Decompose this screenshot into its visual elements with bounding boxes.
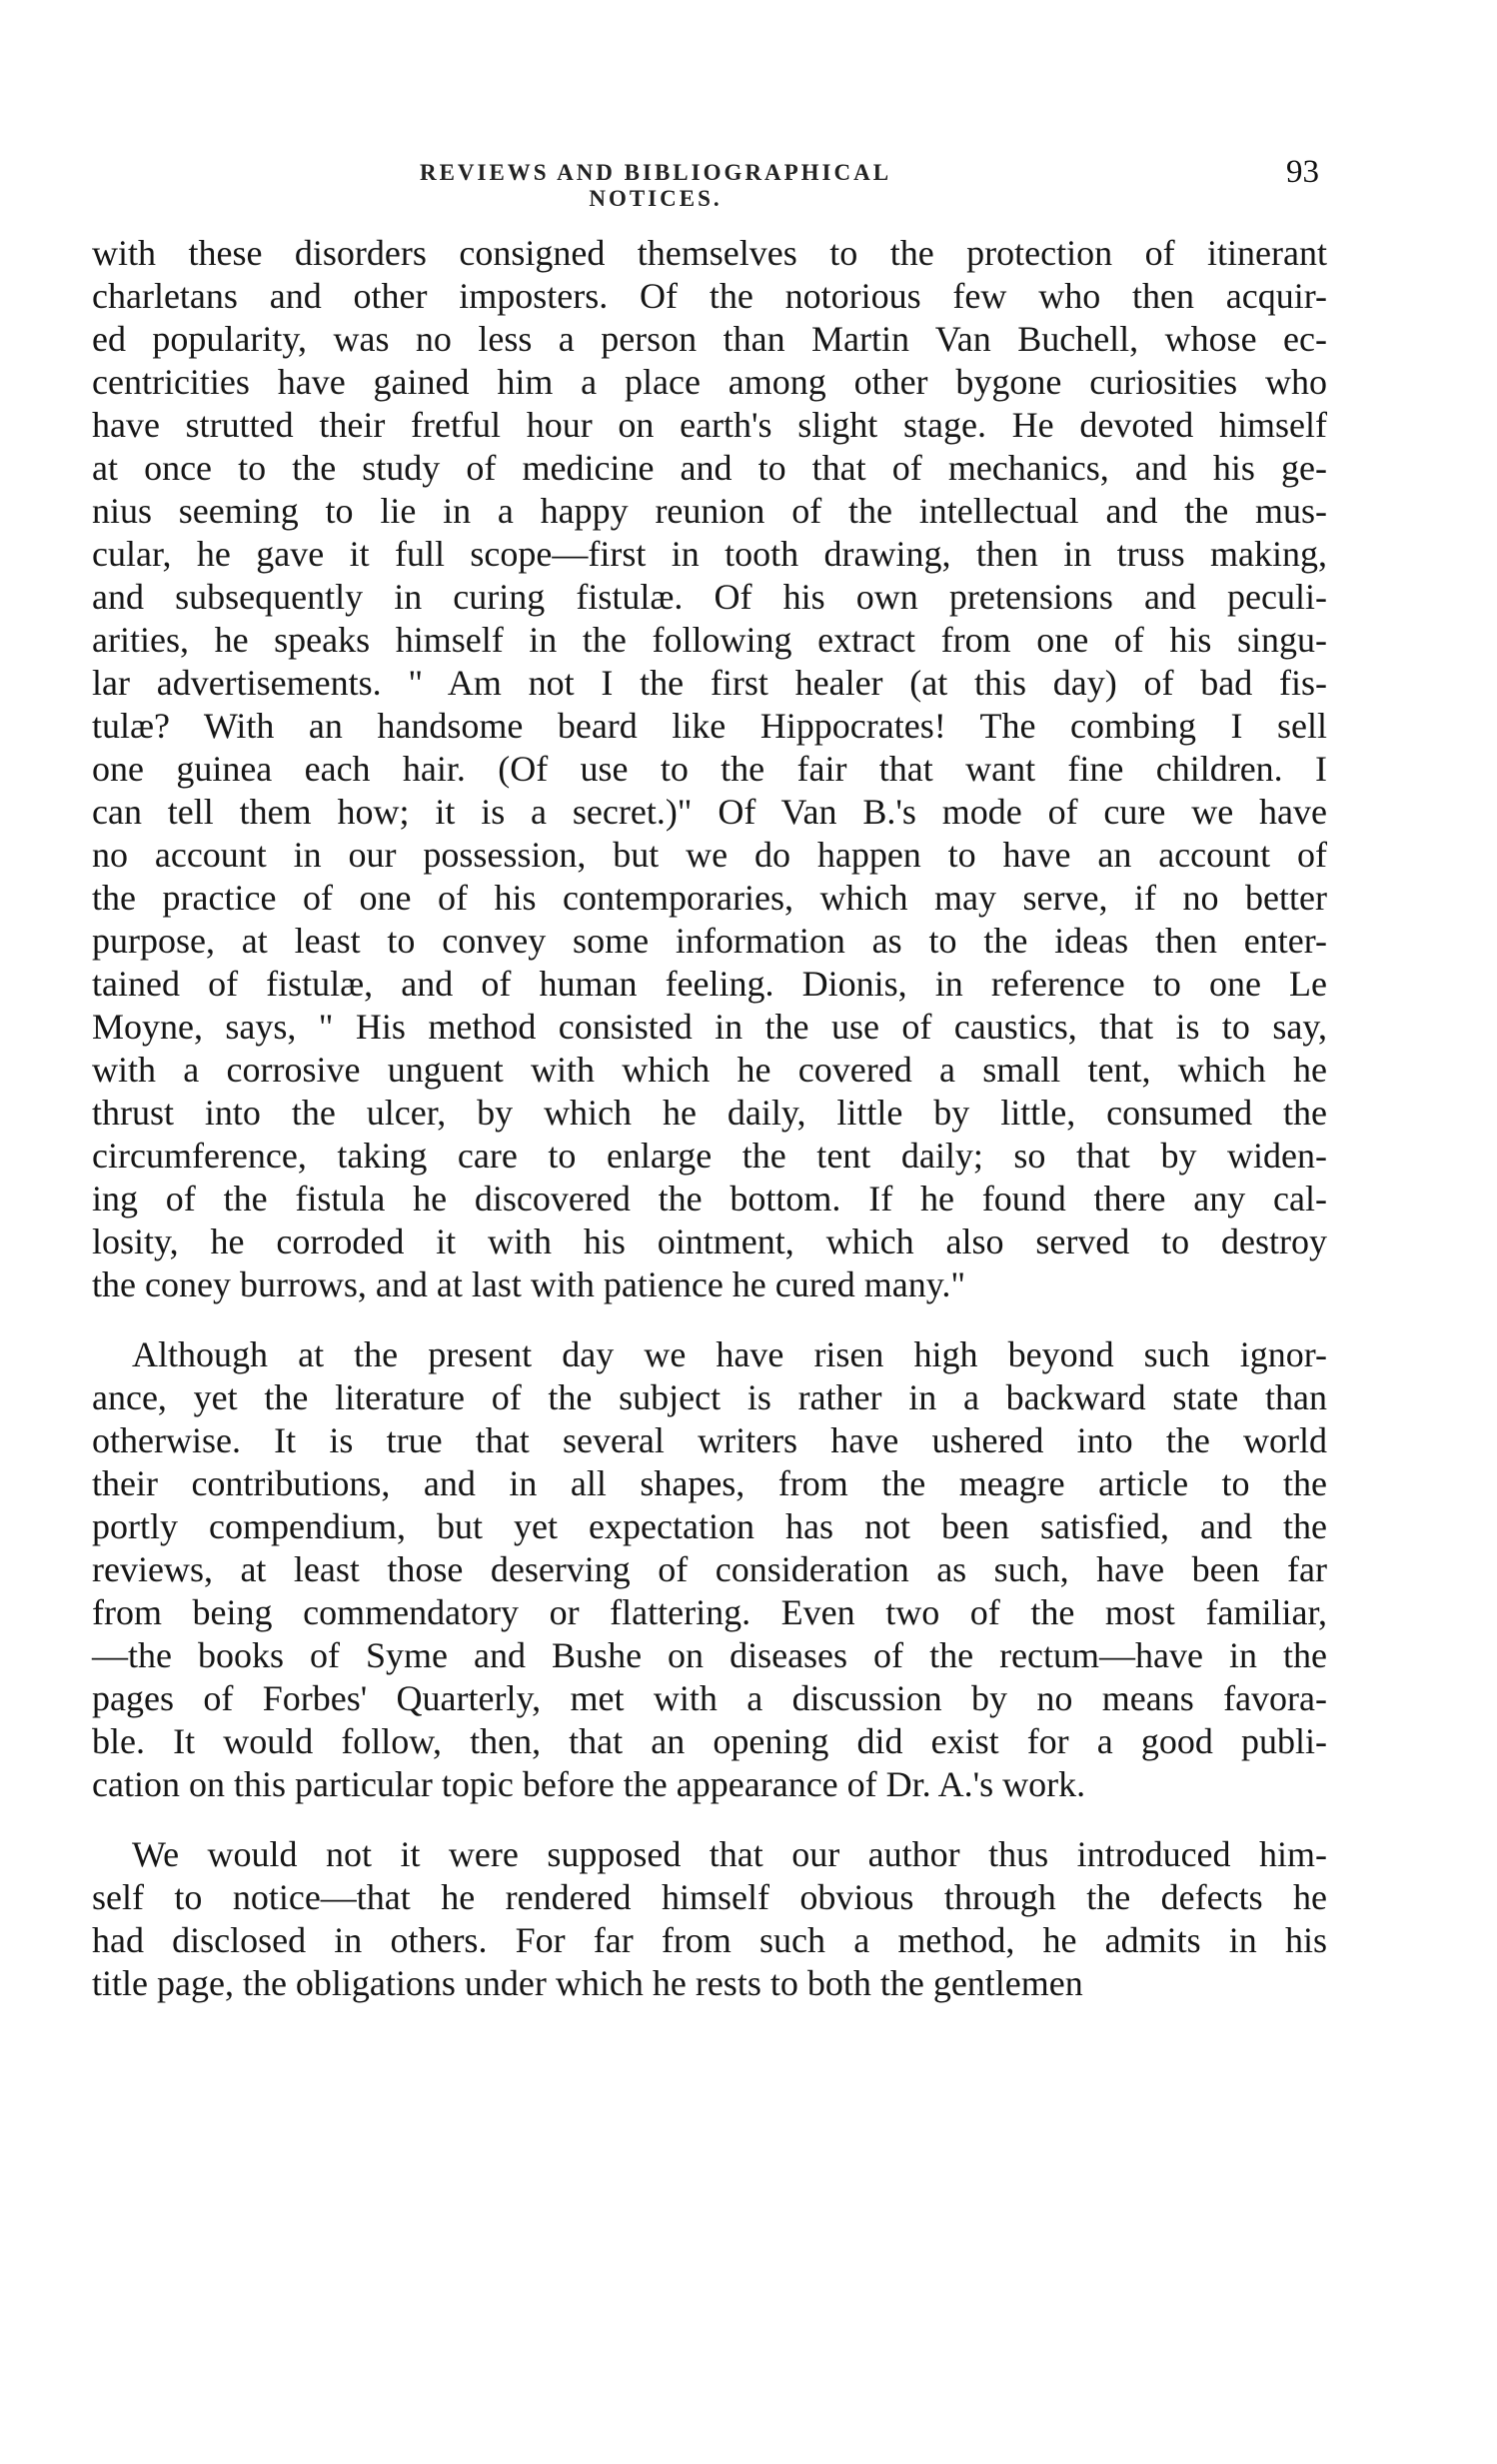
text-line: otherwise. It is true that several writers have ushered into the world xyxy=(92,1420,1327,1460)
text-line: circumference, taking care to enlarge the tent daily; so that by widen- xyxy=(92,1136,1327,1176)
text-line: with a corrosive unguent with which he covered a small tent, which he xyxy=(92,1050,1327,1090)
text-line: thrust into the ulcer, by which he daily, little by little, consumed the xyxy=(92,1093,1327,1133)
body-text xyxy=(92,232,1327,2005)
text-line: ed popularity, was no less a person than Martin Van Buchell, whose ec- xyxy=(92,319,1327,359)
text-line: one guinea each hair. (Of use to the fair that want fine children. I xyxy=(92,749,1327,789)
text-line: tulæ? With an handsome beard like Hippocrates! The combing I sell xyxy=(92,706,1327,746)
text-line: lar advertisements. " Am not I the first healer (at this day) of bad fis- xyxy=(92,663,1327,703)
text-line: ance, yet the literature of the subject is rather in a backward state than xyxy=(92,1377,1327,1417)
text-line: and subsequently in curing fistulæ. Of his own pretensions and peculi- xyxy=(92,577,1327,617)
text-line: Moyne, says, " His method consisted in the use of caustics, that is to say, xyxy=(92,1007,1327,1047)
text-line: at once to the study of medicine and to that of mechanics, and his ge- xyxy=(92,448,1327,488)
running-head xyxy=(120,154,1319,211)
paragraph xyxy=(92,1833,1327,2005)
text-line: the coney burrows, and at last with patience he cured many." xyxy=(92,1264,966,1304)
text-line: ing of the fistula he discovered the bottom. If he found there any cal- xyxy=(92,1179,1327,1219)
text-line: ble. It would follow, then, that an opening did exist for a good publi- xyxy=(92,1721,1327,1761)
text-line: purpose, at least to convey some information as to the ideas then enter- xyxy=(92,921,1327,961)
paragraph xyxy=(92,1333,1327,1806)
text-line: from being commendatory or flattering. Even two of the most familiar, xyxy=(92,1592,1327,1632)
text-line: the practice of one of his contemporaries, which may serve, if no better xyxy=(92,878,1327,918)
text-line: arities, he speaks himself in the following extract from one of his singu- xyxy=(92,620,1327,660)
text-line: charletans and other imposters. Of the notorious few who then acquir- xyxy=(92,276,1327,316)
text-line: can tell them how; it is a secret.)" Of Van B.'s mode of cure we have xyxy=(92,792,1327,832)
text-line: nius seeming to lie in a happy reunion of the intellectual and the mus- xyxy=(92,491,1327,531)
text-line: portly compendium, but yet expectation has not been satisfied, and the xyxy=(92,1506,1327,1546)
text-line: cation on this particular topic before the appearance of Dr. A.'s work. xyxy=(92,1764,1086,1804)
text-line: reviews, at least those deserving of consideration as such, have been far xyxy=(92,1549,1327,1589)
text-line: cular, he gave it full scope—first in tooth drawing, then in truss making, xyxy=(92,534,1327,574)
text-line: no account in our possession, but we do happen to have an account of xyxy=(92,835,1327,875)
text-line: tained of fistulæ, and of human feeling. Dionis, in reference to one Le xyxy=(92,964,1327,1004)
text-line: with these disorders consigned themselves to the protection of itinerant xyxy=(92,233,1327,273)
text-line: Although at the present day we have risen high beyond such ignor- xyxy=(132,1334,1327,1374)
text-line: pages of Forbes' Quarterly, met with a discussion by no means favora- xyxy=(92,1678,1327,1718)
page-number: 93 xyxy=(1286,154,1319,190)
text-line: have strutted their fretful hour on earth's slight stage. He devoted himself xyxy=(92,405,1327,445)
text-line: title page, the obligations under which he rests to both the gentlemen xyxy=(92,1963,1083,2003)
text-line: self to notice—that he rendered himself obvious through the defects he xyxy=(92,1877,1327,1917)
text-line: losity, he corroded it with his ointment, which also served to destroy xyxy=(92,1222,1327,1261)
running-title: REVIEWS AND BIBLIOGRAPHICAL NOTICES. xyxy=(419,160,892,211)
text-line: We would not it were supposed that our author thus introduced him- xyxy=(132,1834,1327,1874)
text-line: had disclosed in others. For far from such a method, he admits in his xyxy=(92,1920,1327,1960)
text-line: their contributions, and in all shapes, from the meagre article to the xyxy=(92,1463,1327,1503)
paragraph xyxy=(92,232,1327,1306)
text-line: centricities have gained him a place among other bygone curiosities who xyxy=(92,362,1327,402)
text-line: —the books of Syme and Bushe on diseases of the rectum—have in the xyxy=(92,1635,1327,1675)
